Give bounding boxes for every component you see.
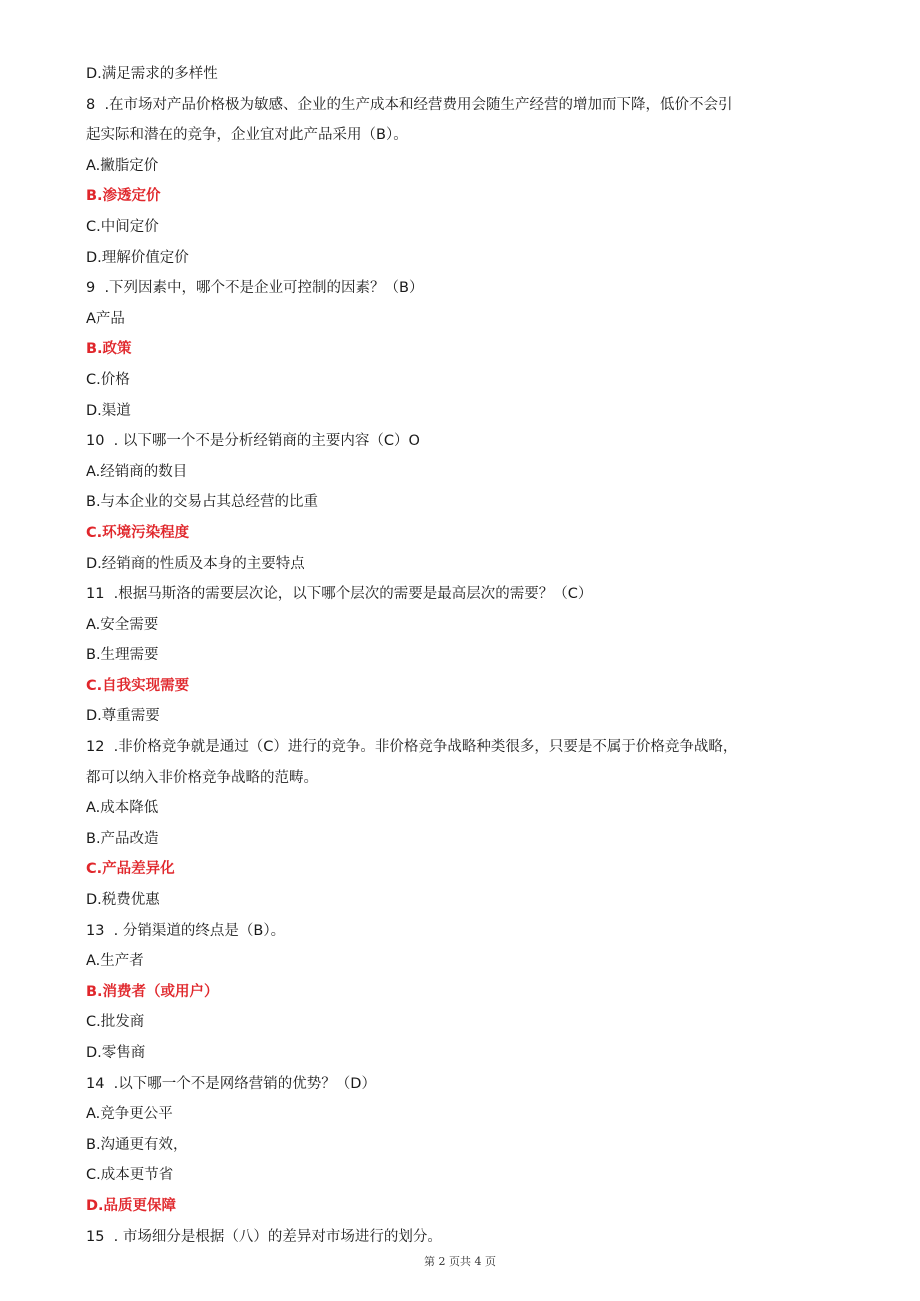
correct-answer-option: B.政策 <box>86 341 132 358</box>
answer-option: D.经销商的性质及本身的主要特点 <box>86 555 305 572</box>
answer-option: A.成本降低 <box>86 800 159 817</box>
answer-option: B.产品改造 <box>86 830 159 847</box>
answer-option: A.撇脂定价 <box>86 157 159 174</box>
correct-answer-option: D.品质更保障 <box>86 1197 177 1214</box>
question-stem <box>86 431 786 451</box>
question-text-line: 11 .根据马斯洛的需要层次论，以下哪个层次的需要是最高层次的需要？（C） <box>86 586 593 603</box>
correct-answer-option: B.消费者（或用户） <box>86 983 219 1000</box>
answer-option: A.安全需要 <box>86 616 159 633</box>
question-stem <box>86 737 786 788</box>
question-stem <box>86 921 786 941</box>
correct-answer-option: C.产品差异化 <box>86 861 175 878</box>
question-text-line: 都可以纳入非价格竞争战略的范畴。 <box>86 769 318 786</box>
question-text-line: 起实际和潜在的竞争，企业宜对此产品采用（B）。 <box>86 127 408 144</box>
answer-option: D.渠道 <box>86 402 131 419</box>
answer-option: D.满足需求的多样性 <box>86 66 218 82</box>
answer-option: A.竞争更公平 <box>86 1106 173 1123</box>
question-text-line: 12 .非价格竞争就是通过（C）进行的竞争。非价格竞争战略种类很多，只要是不属于价格竞争战略， <box>86 739 738 756</box>
answer-option: A.生产者 <box>86 953 144 970</box>
page-footer: 第 2 页共 4 页 <box>424 1255 496 1268</box>
answer-option: B.生理需要 <box>86 647 159 664</box>
answer-option: D.零售商 <box>86 1045 146 1061</box>
question-text-line: 8 .在市场对产品价格极为敏感、企业的生产成本和经营费用会随生产经营的增加而下降，低价不会引 <box>86 96 733 113</box>
correct-answer-option: B.渗透定价 <box>86 188 161 205</box>
answer-option: C.中间定价 <box>86 218 159 235</box>
question-stem <box>86 1227 786 1247</box>
question-text-line: 15 . 市场细分是根据（八）的差异对市场进行的划分。 <box>86 1228 442 1245</box>
answer-option: D.税费优惠 <box>86 892 160 909</box>
answer-option: D.尊重需要 <box>86 708 160 725</box>
correct-answer-option: C.环境污染程度 <box>86 524 190 541</box>
answer-option: D.理解价值定价 <box>86 249 189 266</box>
question-text-line: 9 .下列因素中，哪个不是企业可控制的因素？（B） <box>86 280 424 297</box>
answer-option: A产品 <box>86 310 125 327</box>
question-stem <box>86 95 786 146</box>
question-text-line: 13 . 分销渠道的终点是（B）。 <box>86 922 286 939</box>
question-stem <box>86 1074 786 1094</box>
correct-answer-option: C.自我实现需要 <box>86 677 190 694</box>
question-text-line: 10 . 以下哪一个不是分析经销商的主要内容（C）O <box>86 433 420 450</box>
answer-option: B.沟通更有效， <box>86 1136 188 1153</box>
answer-option: B.与本企业的交易占其总经营的比重 <box>86 494 319 511</box>
question-stem <box>86 584 786 604</box>
question-stem <box>86 278 786 298</box>
question-list <box>86 64 786 1257</box>
answer-option: C.批发商 <box>86 1014 145 1031</box>
question-text-line: 14 .以下哪一个不是网络营销的优势？（D） <box>86 1075 376 1092</box>
answer-option: C.价格 <box>86 371 130 388</box>
answer-option: A.经销商的数目 <box>86 463 188 480</box>
answer-option: C.成本更节省 <box>86 1167 174 1184</box>
